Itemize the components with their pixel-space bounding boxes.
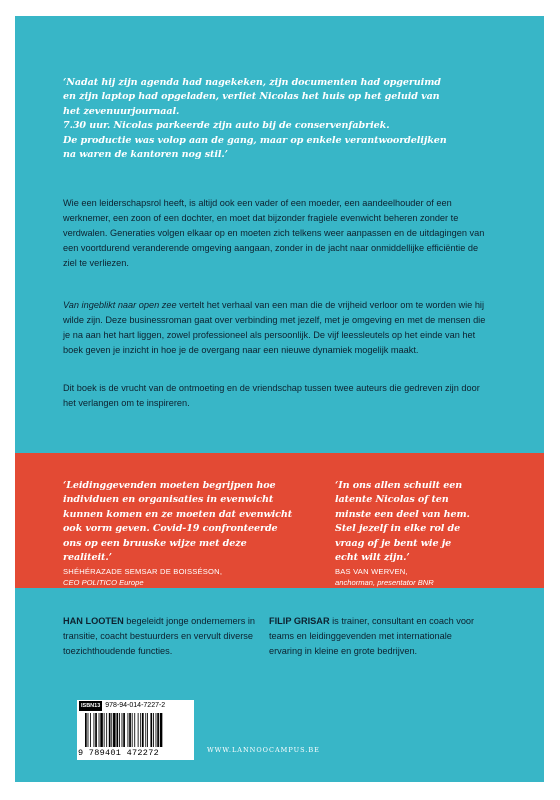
endorsements-red-panel <box>15 453 544 588</box>
isbn-text <box>79 701 165 711</box>
publisher-website: WWW.LANNOOCAMPUS.BE <box>207 746 320 754</box>
author-bio-left <box>63 614 263 659</box>
endorsement-quote-left <box>63 479 313 565</box>
barcode-bar <box>147 713 148 747</box>
bio-text: begeleidt jonge ondernemers in <box>123 616 256 626</box>
paragraph-line: het verlangen om te inspireren. <box>63 398 190 408</box>
endorser-role-right: anchorman, presentator BNR <box>335 578 434 587</box>
paragraph-line: werknemer, een zoon of een dochter, en moet dat bijzonder fragiele evenwicht beheren zonder te <box>63 213 459 223</box>
barcode-digits: 9 789401 472272 <box>78 748 160 758</box>
barcode-bar <box>138 713 139 747</box>
barcode-bar <box>123 713 125 747</box>
endorsement-line: echt wilt zijn.’ <box>335 552 410 564</box>
barcode-bar <box>156 713 157 747</box>
endorsement-line: ‘Leidinggevenden moeten begrijpen hoe <box>63 480 276 491</box>
bio-line: toezichthoudende functies. <box>63 646 173 656</box>
endorsement-line: kunnen komen en ze moeten dat evenwicht <box>63 508 293 520</box>
bio-line: teams en leidinggevenden met internationale <box>269 631 452 641</box>
intro-quote-line: 7.30 uur. Nicolas parkeerde zijn auto bij de conservenfabriek. <box>63 120 390 132</box>
barcode-bar <box>145 713 146 747</box>
barcode-bar <box>94 713 95 747</box>
barcode-bar <box>109 713 111 747</box>
endorsement-line: Stel jezelf in elke rol de <box>335 523 461 535</box>
back-cover <box>15 16 544 782</box>
book-title: Van ingeblikt naar open zee <box>63 300 177 310</box>
barcode-bar <box>153 713 154 747</box>
endorsement-quote-right <box>335 479 525 565</box>
intro-quote-line: het zevenuurjournaal. <box>63 105 180 117</box>
endorsement-line: individuen en organisaties in evenwicht <box>63 494 274 506</box>
description-paragraph-3 <box>63 381 503 411</box>
author-name: HAN LOOTEN <box>63 616 124 626</box>
barcode-bar <box>132 713 133 747</box>
paragraph-line: je na aan het hart liggen, zowel professioneel als persoonlijk. De vijf leessleutels op het einde van het <box>63 330 476 340</box>
barcode-bar <box>106 713 107 747</box>
endorsement-line: ook vorm geven. Covid-19 confronteerde <box>63 523 278 535</box>
bottom-teal-panel <box>15 588 544 782</box>
author-bio-right <box>269 614 519 659</box>
endorsement-line: latente Nicolas of ten <box>335 494 449 506</box>
endorser-name-right: BAS VAN WERVEN, <box>335 567 408 576</box>
barcode-bar <box>95 713 97 747</box>
barcode-bar <box>85 713 87 747</box>
intro-quote-line: en zijn laptop had opgeladen, verliet Nicolas het huis op het geluid van <box>63 91 440 103</box>
paragraph-text: vertelt het verhaal van een man die de vrijheid verloor om te worden wie hij <box>176 300 485 310</box>
intro-quote-line: De productie was volop aan de gang, maar op enkele verantwoordelijken <box>63 134 447 146</box>
barcode-bar <box>90 713 91 747</box>
bio-line <box>269 614 519 629</box>
intro-quote-line: ‘Nadat hij zijn agenda had nagekeken, zijn documenten had opgeruimd <box>63 77 441 88</box>
paragraph-line: boek geven je inzicht in hoe je de overgang naar een nieuwe dynamiek mogelijk maakt. <box>63 345 419 355</box>
intro-quote <box>63 76 503 162</box>
paragraph-line: Wie een leiderschapsrol heeft, is altijd ook een vader of een moeder, een aandeelhouder of een <box>63 198 452 208</box>
description-paragraph-2 <box>63 298 503 358</box>
paragraph-line: een voortdurend veranderende omgeving aangaan, zonder in de jacht naar onmiddellijke efficiëntie de <box>63 243 479 253</box>
top-teal-panel <box>15 16 544 453</box>
bio-text: is trainer, consultant en coach voor <box>329 616 475 626</box>
bio-line <box>63 614 263 629</box>
barcode-bar <box>104 713 105 747</box>
paragraph-line <box>63 298 503 313</box>
barcode-bar <box>111 713 112 747</box>
barcode-bar <box>99 713 100 747</box>
description-paragraph-1 <box>63 196 503 271</box>
paragraph-line: verdwalen. Generaties volgen elkaar op en moeten zich telkens weer aanpassen en de uitdagingen van <box>63 228 485 238</box>
barcode-bar <box>150 713 152 747</box>
isbn-label: ISBN13 <box>81 703 101 709</box>
intro-quote-line: na waren de kantoren nog stil.’ <box>63 149 228 161</box>
endorser-role-left: CEO POLITICO Europe <box>63 578 144 587</box>
endorsement-line: ons op een bruuske wijze met deze <box>63 537 247 549</box>
barcode-bar <box>122 713 123 747</box>
barcode-bar <box>129 713 131 747</box>
barcode-bar <box>100 713 103 747</box>
barcode-bar <box>157 713 159 747</box>
barcode-bar <box>134 713 135 747</box>
barcode-bar <box>140 713 141 747</box>
barcode-bar <box>113 713 116 747</box>
endorsement-line: minste een deel van hem. <box>335 508 470 520</box>
bio-line: transitie, coacht bestuurders en vervult diverse <box>63 631 253 641</box>
barcode-bar <box>128 713 129 747</box>
barcode-bar <box>119 713 120 747</box>
endorsement-line: realiteit.’ <box>63 552 112 564</box>
barcode-bar <box>116 713 118 747</box>
isbn-number: 978-94-014-7227-2 <box>105 702 166 709</box>
barcode-bar <box>142 713 144 747</box>
barcode-bars <box>85 713 191 747</box>
endorser-name-left: SHÉHÉRAZADE SEMSAR DE BOISSÉSON, <box>63 567 223 576</box>
endorsement-line: ‘In ons allen schuilt een <box>335 480 463 491</box>
paragraph-line: ziel te verliezen. <box>63 258 129 268</box>
barcode-bar <box>88 713 89 747</box>
bio-line: ervaring in kleine en grote bedrijven. <box>269 646 418 656</box>
paragraph-line: Dit boek is de vrucht van de ontmoeting en de vriendschap tussen twee auteurs die gedreven zijn door <box>63 383 480 393</box>
paragraph-line: wilde zijn. Deze businessroman gaat over verbinding met jezelf, met je omgeving en met de mensen die <box>63 315 486 325</box>
isbn-barcode <box>77 700 194 760</box>
barcode-bar <box>160 713 163 747</box>
author-name: FILIP GRISAR <box>269 616 330 626</box>
endorsement-line: vraag of je bent wie je <box>335 537 452 549</box>
